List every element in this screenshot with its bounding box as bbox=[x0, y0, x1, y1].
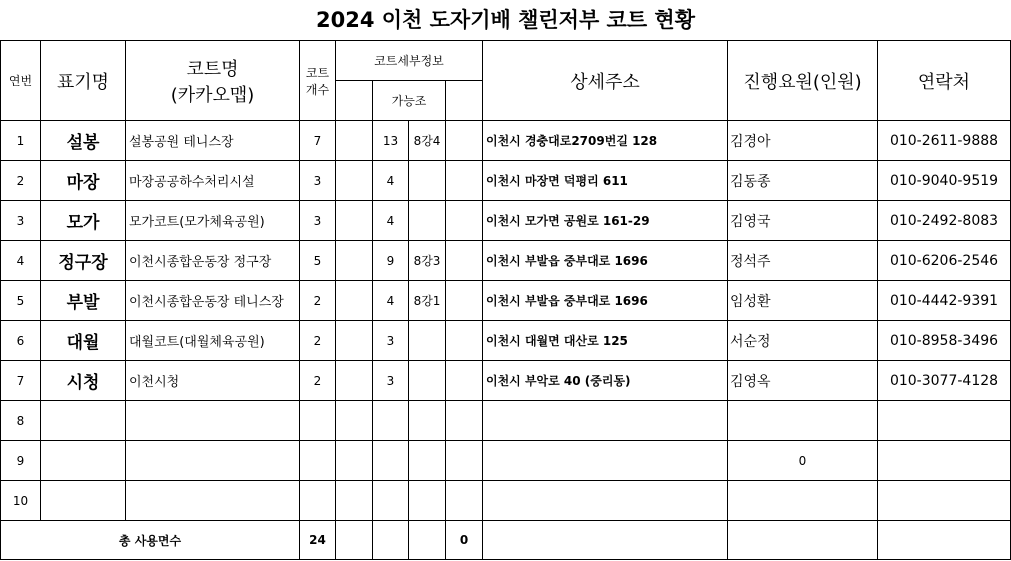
row-no: 2 bbox=[1, 161, 41, 201]
row-no: 8 bbox=[1, 401, 41, 441]
table-row bbox=[1, 241, 1011, 281]
row-available-groups: 9 bbox=[373, 241, 409, 281]
table-row bbox=[1, 281, 1011, 321]
row-court-count bbox=[300, 481, 336, 521]
row-address: 이천시 경충대로2709번길 128 bbox=[483, 121, 728, 161]
row-available-groups bbox=[373, 481, 409, 521]
row-staff: 김영국 bbox=[728, 201, 878, 241]
row-no: 3 bbox=[1, 201, 41, 241]
row-phone: 010-2611-9888 bbox=[878, 121, 1011, 161]
row-court-count: 2 bbox=[300, 361, 336, 401]
row-address: 이천시 부발읍 중부대로 1696 bbox=[483, 281, 728, 321]
header-no: 연번 bbox=[1, 41, 41, 121]
row-court-name: 설봉공원 테니스장 bbox=[126, 121, 300, 161]
header-court-name: 코트명 (카카오맵) bbox=[126, 41, 300, 121]
row-detail-blank bbox=[336, 481, 373, 521]
row-no: 6 bbox=[1, 321, 41, 361]
row-detail-blank bbox=[336, 241, 373, 281]
row-court-name: 모가코트(모가체육공원) bbox=[126, 201, 300, 241]
row-detail-blank bbox=[336, 321, 373, 361]
row-note bbox=[409, 481, 446, 521]
row-detail-blank bbox=[446, 321, 483, 361]
row-court-count bbox=[300, 441, 336, 481]
row-staff bbox=[728, 481, 878, 521]
row-note bbox=[409, 201, 446, 241]
row-no: 7 bbox=[1, 361, 41, 401]
row-detail-blank bbox=[446, 201, 483, 241]
row-note: 8강3 bbox=[409, 241, 446, 281]
table-row bbox=[1, 441, 1011, 481]
row-detail-blank bbox=[446, 481, 483, 521]
row-detail-blank bbox=[446, 401, 483, 441]
table-row bbox=[1, 361, 1011, 401]
row-address bbox=[483, 441, 728, 481]
header-label: 표기명 bbox=[41, 41, 126, 121]
row-address: 이천시 부발읍 중부대로 1696 bbox=[483, 241, 728, 281]
row-phone bbox=[878, 481, 1011, 521]
table-row bbox=[1, 161, 1011, 201]
total-blank-4 bbox=[483, 521, 728, 560]
total-blank-3 bbox=[409, 521, 446, 560]
row-label bbox=[41, 481, 126, 521]
row-court-name: 이천시종합운동장 테니스장 bbox=[126, 281, 300, 321]
header-court-count: 코트 개수 bbox=[300, 41, 336, 121]
header-contact: 연락처 bbox=[878, 41, 1011, 121]
row-court-count: 3 bbox=[300, 161, 336, 201]
table-row bbox=[1, 121, 1011, 161]
row-court-name: 마장공공하수처리시설 bbox=[126, 161, 300, 201]
total-blank-6 bbox=[878, 521, 1011, 560]
table-row bbox=[1, 401, 1011, 441]
row-note: 8강1 bbox=[409, 281, 446, 321]
row-available-groups: 13 bbox=[373, 121, 409, 161]
total-count: 24 bbox=[300, 521, 336, 560]
total-blank-1 bbox=[336, 521, 373, 560]
row-address bbox=[483, 401, 728, 441]
row-address: 이천시 마장면 덕평리 611 bbox=[483, 161, 728, 201]
row-staff: 서순정 bbox=[728, 321, 878, 361]
row-detail-blank bbox=[336, 281, 373, 321]
row-detail-blank bbox=[446, 121, 483, 161]
header-staff: 진행요원(인원) bbox=[728, 41, 878, 121]
table-body bbox=[1, 121, 1011, 521]
row-court-count: 5 bbox=[300, 241, 336, 281]
row-label bbox=[41, 401, 126, 441]
row-available-groups: 3 bbox=[373, 321, 409, 361]
row-detail-blank bbox=[336, 441, 373, 481]
row-no: 4 bbox=[1, 241, 41, 281]
row-address: 이천시 부악로 40 (중리동) bbox=[483, 361, 728, 401]
row-court-count: 2 bbox=[300, 281, 336, 321]
row-phone bbox=[878, 441, 1011, 481]
row-detail-blank bbox=[336, 121, 373, 161]
row-label bbox=[41, 441, 126, 481]
row-detail-blank bbox=[336, 361, 373, 401]
court-status-table bbox=[0, 40, 1011, 560]
row-phone bbox=[878, 401, 1011, 441]
row-available-groups: 4 bbox=[373, 201, 409, 241]
row-label: 시청 bbox=[41, 361, 126, 401]
row-staff: 임성환 bbox=[728, 281, 878, 321]
row-phone: 010-2492-8083 bbox=[878, 201, 1011, 241]
row-available-groups: 4 bbox=[373, 281, 409, 321]
row-available-groups: 3 bbox=[373, 361, 409, 401]
row-staff: 김동종 bbox=[728, 161, 878, 201]
row-court-name: 대월코트(대월체육공원) bbox=[126, 321, 300, 361]
row-address: 이천시 모가면 공원로 161-29 bbox=[483, 201, 728, 241]
row-detail-blank bbox=[336, 401, 373, 441]
total-blank-5 bbox=[728, 521, 878, 560]
row-no: 1 bbox=[1, 121, 41, 161]
row-address: 이천시 대월면 대산로 125 bbox=[483, 321, 728, 361]
row-label: 대월 bbox=[41, 321, 126, 361]
row-staff bbox=[728, 401, 878, 441]
row-court-name: 이천시종합운동장 정구장 bbox=[126, 241, 300, 281]
header-available: 가능조 bbox=[373, 81, 446, 121]
row-detail-blank bbox=[446, 161, 483, 201]
row-note bbox=[409, 161, 446, 201]
row-detail-blank bbox=[336, 161, 373, 201]
row-no: 9 bbox=[1, 441, 41, 481]
header-court-detail: 코트세부정보 bbox=[336, 41, 483, 81]
row-note bbox=[409, 401, 446, 441]
row-court-name bbox=[126, 401, 300, 441]
row-phone: 010-8958-3496 bbox=[878, 321, 1011, 361]
row-no: 10 bbox=[1, 481, 41, 521]
row-detail-blank bbox=[446, 241, 483, 281]
row-available-groups bbox=[373, 401, 409, 441]
row-staff: 김경아 bbox=[728, 121, 878, 161]
table-row bbox=[1, 481, 1011, 521]
row-phone: 010-6206-2546 bbox=[878, 241, 1011, 281]
row-court-count bbox=[300, 401, 336, 441]
row-label: 마장 bbox=[41, 161, 126, 201]
total-label: 총 사용면수 bbox=[1, 521, 300, 560]
row-court-count: 3 bbox=[300, 201, 336, 241]
row-court-name bbox=[126, 441, 300, 481]
row-court-name: 이천시청 bbox=[126, 361, 300, 401]
header-detail-blank-1 bbox=[336, 81, 373, 121]
row-staff: 0 bbox=[728, 441, 878, 481]
sheet-title: 2024 이천 도자기배 챌린저부 코트 현황 bbox=[315, 8, 695, 32]
row-available-groups bbox=[373, 441, 409, 481]
row-phone: 010-4442-9391 bbox=[878, 281, 1011, 321]
total-extra: 0 bbox=[446, 521, 483, 560]
row-label: 모가 bbox=[41, 201, 126, 241]
total-blank-2 bbox=[373, 521, 409, 560]
row-detail-blank bbox=[336, 201, 373, 241]
row-detail-blank bbox=[446, 281, 483, 321]
row-detail-blank bbox=[446, 361, 483, 401]
row-phone: 010-3077-4128 bbox=[878, 361, 1011, 401]
row-note: 8강4 bbox=[409, 121, 446, 161]
row-label: 부발 bbox=[41, 281, 126, 321]
total-row bbox=[1, 521, 1011, 560]
row-no: 5 bbox=[1, 281, 41, 321]
row-label: 정구장 bbox=[41, 241, 126, 281]
row-court-count: 7 bbox=[300, 121, 336, 161]
row-address bbox=[483, 481, 728, 521]
row-available-groups: 4 bbox=[373, 161, 409, 201]
header-detail-blank-2 bbox=[446, 81, 483, 121]
row-court-name bbox=[126, 481, 300, 521]
row-note bbox=[409, 321, 446, 361]
row-court-count: 2 bbox=[300, 321, 336, 361]
row-note bbox=[409, 361, 446, 401]
row-staff: 김영옥 bbox=[728, 361, 878, 401]
table-row bbox=[1, 201, 1011, 241]
row-staff: 정석주 bbox=[728, 241, 878, 281]
row-phone: 010-9040-9519 bbox=[878, 161, 1011, 201]
row-note bbox=[409, 441, 446, 481]
header-address: 상세주소 bbox=[483, 41, 728, 121]
row-detail-blank bbox=[446, 441, 483, 481]
table-row bbox=[1, 321, 1011, 361]
row-label: 설봉 bbox=[41, 121, 126, 161]
